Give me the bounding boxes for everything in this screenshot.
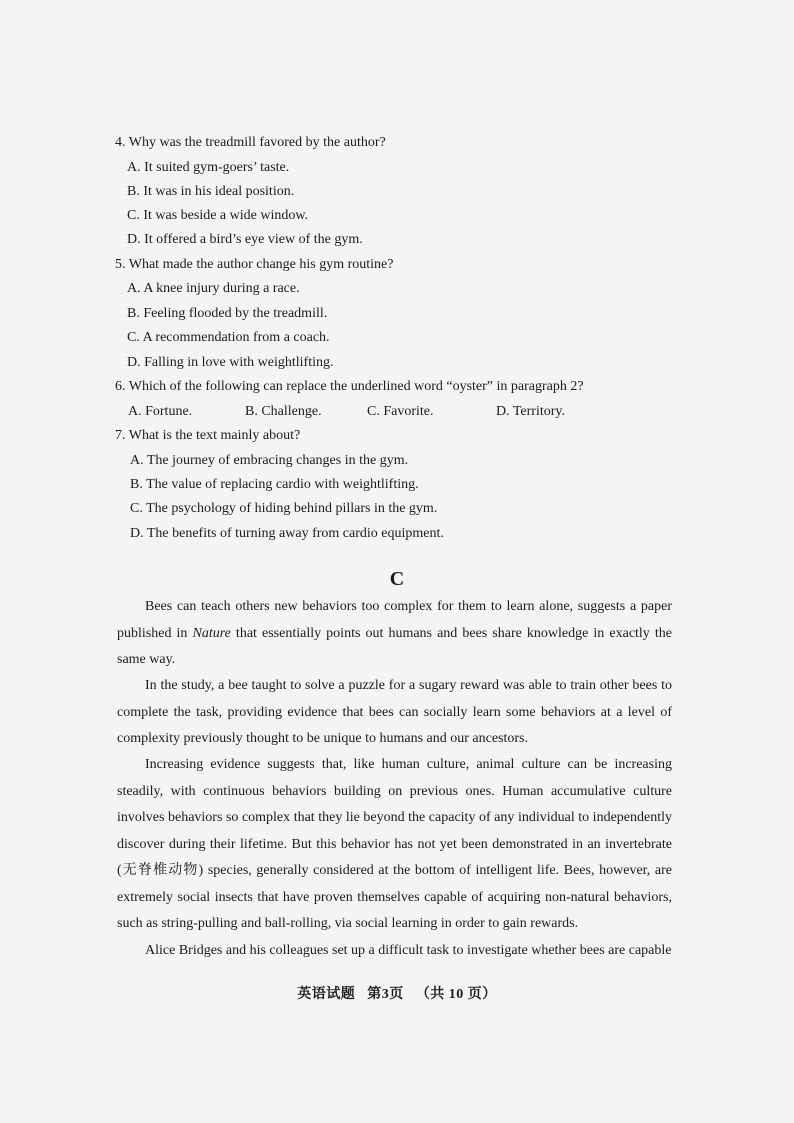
section-heading: C (389, 568, 405, 590)
question-4-option-b: B. It was in his ideal position. (127, 184, 295, 199)
question-7-option-d: D. The benefits of turning away from cardio equipment. (130, 526, 444, 541)
passage-paragraph-2: In the study, a bee taught to solve a puzzle for a sugary reward was able to train other bees to complete the task, providing evidence that bees can socially learn some behaviors at a level of complexity previously thought to be unique to humans and our ancestors. (117, 678, 672, 746)
passage-paragraph-3: Increasing evidence suggests that, like human culture, animal culture can be increasing steadily, with continuous behaviors building on previous ones. Human accumulative culture involves behaviors so complex that they lie beyond the capacity of any individual to independently discover during their lifetime. But this behavior has not yet been demonstrated in an invertebrate (无脊椎动物) species, generally considered at the bottom of intelligent life. Bees, however, are extremely social insects that have proven themselves capable of acquiring non-natural behaviors, such as string-pulling and ball-rolling, via social learning in order to gain rewards. (117, 757, 672, 931)
question-7-option-c: C. The psychology of hiding behind pillars in the gym. (130, 501, 438, 516)
footer-page-number: 第3页 (367, 987, 404, 1002)
question-4-option-c: C. It was beside a wide window. (127, 208, 309, 223)
passage-paragraph-4: Alice Bridges and his colleagues set up a difficult task to investigate whether bees are capable (145, 943, 672, 958)
question-7-option-a: A. The journey of embracing changes in the gym. (130, 453, 409, 468)
question-4-option-d: D. It offered a bird’s eye view of the gym. (127, 232, 363, 247)
question-6-option-b: B. Challenge. (245, 404, 322, 419)
question-7-option-b: B. The value of replacing cardio with weightlifting. (130, 477, 419, 492)
question-5-stem: 5. What made the author change his gym routine? (115, 257, 394, 272)
paragraph-1-text-end: that essentially points out humans and bees share knowledge in exactly the same way. (117, 625, 672, 667)
question-4-option-a: A. It suited gym-goers’ taste. (127, 160, 290, 175)
question-6-option-a: A. Fortune. (128, 404, 193, 419)
question-5-option-a: A. A knee injury during a race. (127, 281, 300, 296)
question-5-option-d: D. Falling in love with weightlifting. (127, 355, 334, 370)
footer-page-total: （共 10 页） (415, 987, 497, 1002)
question-6-stem: 6. Which of the following can replace the underlined word “oyster” in paragraph 2? (115, 379, 584, 394)
question-6-option-d: D. Territory. (496, 404, 566, 419)
question-4-stem: 4. Why was the treadmill favored by the author? (115, 135, 386, 150)
question-5-option-c: C. A recommendation from a coach. (127, 330, 330, 345)
page-footer (0, 983, 794, 1003)
paragraph-1-text-start: Bees can teach others new behaviors too complex for them to learn alone, suggests a paper published in (117, 599, 672, 641)
footer-subject: 英语试题 (297, 987, 356, 1002)
question-7-stem: 7. What is the text mainly about? (115, 428, 301, 443)
paragraph-1-journal-name: Nature (192, 625, 231, 641)
question-6-option-c: C. Favorite. (367, 404, 434, 419)
question-5-option-b: B. Feeling flooded by the treadmill. (127, 306, 328, 321)
passage-paragraph-1 (117, 594, 672, 674)
